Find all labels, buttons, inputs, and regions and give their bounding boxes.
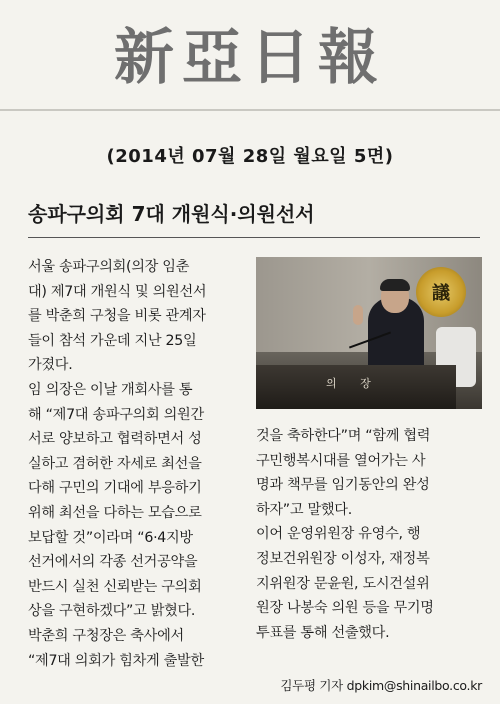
article-line: 정보건위원장 이성자, 재정복 bbox=[256, 550, 430, 567]
article-line: 투표를 통해 선출했다. bbox=[256, 624, 390, 641]
article-line: 대) 제7대 개원식 및 의원선서 bbox=[28, 283, 207, 300]
article-line: 원장 나봉숙 의원 등을 무기명 bbox=[256, 600, 434, 617]
article-photo bbox=[256, 257, 482, 409]
article-line: 것을 축하한다”며 “함께 협력 bbox=[256, 428, 431, 444]
article-line: 를 박춘희 구청을 비롯 관계자 bbox=[28, 308, 206, 325]
article-line: 이어 운영위원장 유영수, 행 bbox=[256, 526, 421, 543]
masthead bbox=[0, 0, 500, 106]
article-line: 서로 양보하고 협력하면서 성 bbox=[28, 431, 202, 448]
article-line: 보답할 것”이라며 “6·4지방 bbox=[28, 529, 193, 546]
article-line: 구민행복시대를 열어가는 사 bbox=[256, 452, 426, 469]
article-line: 들이 참석 가운데 지난 25일 bbox=[28, 332, 197, 349]
article-body-right-column bbox=[256, 424, 482, 645]
article-body-left-column bbox=[28, 255, 243, 673]
article-line: 반드시 실천 신뢰받는 구의회 bbox=[28, 578, 202, 595]
photo-raised-hand bbox=[353, 305, 363, 325]
article-line: 박춘희 구청장은 축사에서 bbox=[28, 627, 184, 644]
article-line: 서울 송파구의회(의장 임춘 bbox=[28, 259, 190, 275]
article-line: 상을 구현하겠다”고 밝혔다. bbox=[28, 603, 196, 620]
article-line: 지위원장 문윤원, 도시건설위 bbox=[256, 575, 430, 592]
article-line: 임 의장은 이날 개회사를 통 bbox=[28, 381, 193, 398]
article-line: 위해 최선을 다하는 모습으로 bbox=[28, 504, 202, 521]
article-line: “제7대 의회가 힘차게 출발한 bbox=[28, 652, 204, 669]
dateline: (2014년 07월 28일 월요일 5면) bbox=[106, 146, 394, 167]
article-line: 명과 책무를 임기동안의 완성 bbox=[256, 477, 430, 494]
article-headline: 송파구의회 7대 개원식·의원선서 bbox=[28, 202, 315, 226]
photo-speaker-hair bbox=[380, 279, 410, 291]
article-line: 가졌다. bbox=[28, 357, 73, 374]
article-line: 실하고 겸허한 자세로 최선을 bbox=[28, 455, 202, 472]
article-byline: 김두평 기자 dpkim@shinailbo.co.kr bbox=[280, 678, 482, 693]
article-line: 하자”고 말했다. bbox=[256, 501, 352, 518]
article-line: 다해 구민의 기대에 부응하기 bbox=[28, 480, 202, 497]
headline-divider bbox=[28, 237, 480, 238]
council-emblem-icon: 議 bbox=[416, 267, 466, 317]
masthead-divider bbox=[0, 109, 500, 111]
article-line: 해 “제7대 송파구의회 의원간 bbox=[28, 406, 204, 423]
newspaper-title: 新亞日報 bbox=[114, 23, 386, 93]
article-line: 선거에서의 각종 선거공약을 bbox=[28, 554, 198, 571]
podium-label: 의 장 bbox=[326, 377, 381, 390]
